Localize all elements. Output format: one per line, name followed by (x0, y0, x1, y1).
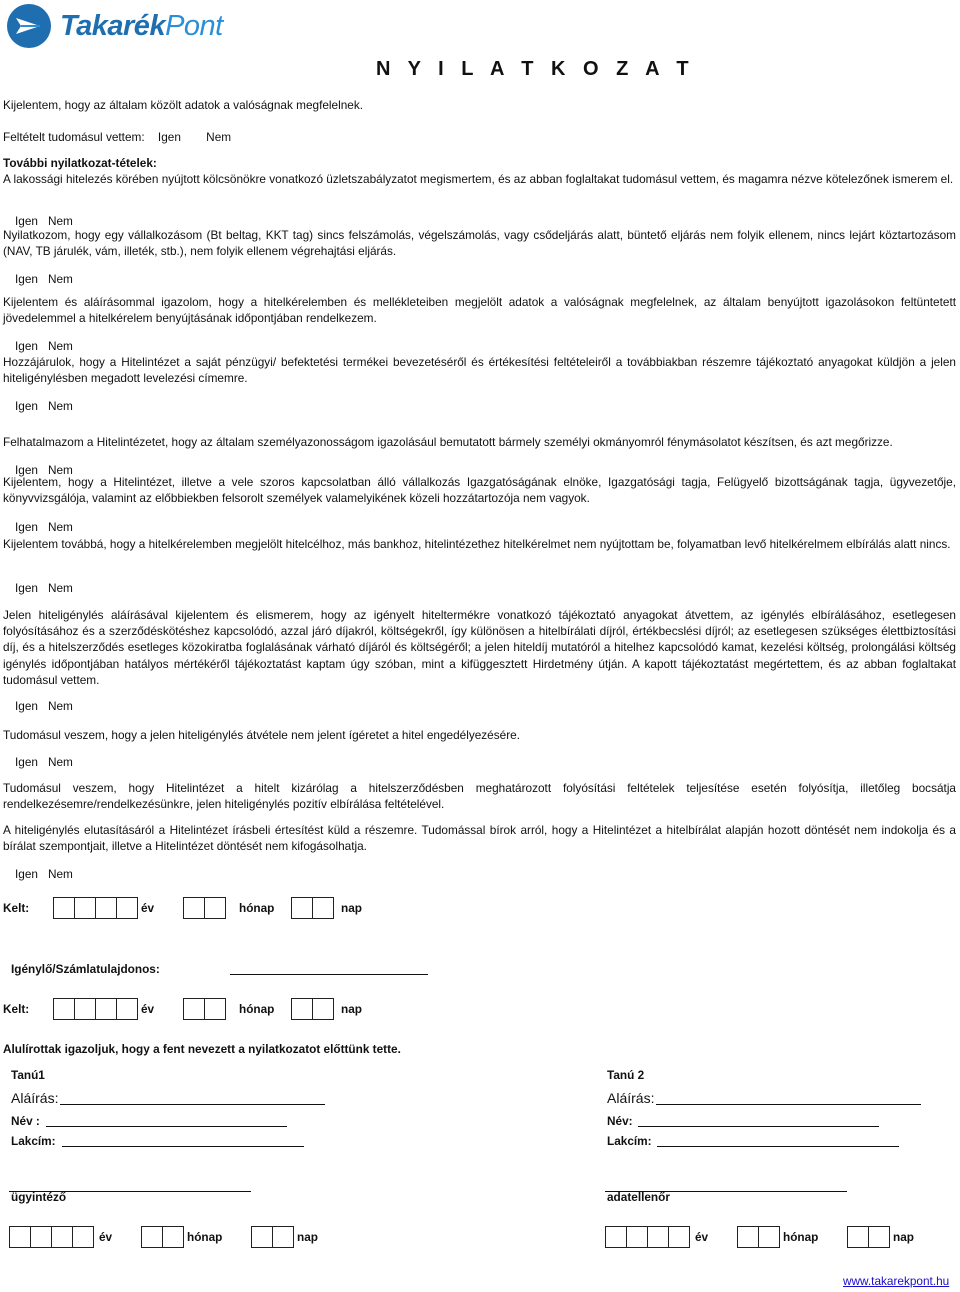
day-boxes[interactable] (251, 1226, 293, 1248)
no-option[interactable]: Nem (47, 399, 73, 413)
witness2-address-label: Lakcím: (607, 1134, 652, 1148)
day-boxes[interactable] (847, 1226, 889, 1248)
year-label: év (99, 1230, 113, 1244)
logo-wordmark: TakarékPont (60, 9, 223, 42)
paragraph-3: Kijelentem és aláírásommal igazolom, hogy a hitelkérelemben és mellékleteiben megjelölt adatok a valóságnak megfelelnek, az általam benyújtott igazolásokon feltüntetett jövedelemmel a hitelkérelem benyújtásának időpontjában rendelkezem. (3, 295, 956, 326)
no-option[interactable]: Nem (47, 520, 73, 534)
month-boxes[interactable] (183, 998, 225, 1020)
paragraph-8: Jelen hiteligénylés aláírásával kijelentem és elismerem, hogy az igényelt hiteltermékre vonatkozó tájékoztató anyagokat átvettem, az igénylés elbírálásához, esetlegesen folyósításához és a szerződéskötéshez kapcsolódó, azzal járó díjakról, költségekről, így különösen a hitelbírálati díjról, értékbecslési díjról; az esetlegesen szükséges élettbiztosítási díj, és a hitelszerződés esetleges közokiratba foglalásának várható díjáról és költségéről; a jelen hiteldíj mutatóról a hitelhez kapcsolódó kamat, kezelési költség, prolongálási költség igénylés időpontjában hatályos mértékéről tájékoztatást kaptam úgy szóban, mint a kifüggesztett Hirdetmény útján. A kapott tájékoztatást megértettem, és az abban foglaltakat tudomásul vettem. (3, 608, 956, 687)
month-label: hónap (239, 901, 275, 915)
paragraph-10: Tudomásul veszem, hogy Hitelintézet a hitelt kizárólag a hitelszerződésben meghatározott folyósítási feltételek teljesítése esetén folyósítja, illetőleg bocsátja rendelkezésemre/rendelkezésünkre, jelen hiteligénylés pozitív elbírálása feltételével. (3, 781, 956, 812)
year-boxes[interactable] (53, 897, 137, 919)
yes-no-6 (15, 520, 83, 534)
applicant-label: Igénylő/Számlatulajdonos: (11, 962, 160, 976)
year-label: év (141, 901, 155, 915)
yes-no-8 (15, 699, 83, 713)
yes-no-4 (15, 399, 83, 413)
witness2-name-line[interactable] (638, 1113, 879, 1127)
applicant-signature-line[interactable] (230, 961, 428, 975)
yes-no-2 (15, 272, 83, 286)
place-label: Kelt: (3, 1002, 30, 1016)
paragraph-5: Felhatalmazom a Hitelintézetet, hogy az általam személyazonosságom igazolásául bemutatott bármely személyi okmányomról fénymásolatot készítsen, és azt megőrizze. (3, 435, 893, 449)
paragraph-11: A hiteligénylés elutasításáról a Hitelintézet írásbeli értesítést küld a részemre. Tudomással bírok arról, hogy a Hitelintézet a hitelbírálat alapján hozott döntését nem indokolja és a bírálat szempontjait, illetve a Hitelintézet döntését nem kifogásolhatja. (3, 823, 956, 854)
yes-option[interactable]: Igen (15, 699, 38, 713)
witness1-name-label: Név : (11, 1114, 40, 1128)
witness1-signature-label: Aláírás: (11, 1090, 59, 1106)
agent-label: ügyintéző (11, 1190, 67, 1204)
month-label: hónap (239, 1002, 275, 1016)
witness2-title: Tanú 2 (607, 1068, 645, 1082)
month-label: hónap (187, 1230, 223, 1244)
yes-no-7 (15, 581, 83, 595)
paragraph-7: Kijelentem továbbá, hogy a hitelkérelemben megjelölt hitelcélhoz, más bankhoz, hitelintézethez hitelkérelmet nem nyújtottam be, folyamatban levő hitelkérelmem elbírálás alatt nincs. (3, 537, 951, 551)
yes-no-10 (15, 867, 83, 881)
no-option[interactable]: Nem (47, 272, 73, 286)
agent-date-row (9, 1226, 318, 1248)
checker-date-row (605, 1226, 914, 1248)
condition-label: Feltételt tudomásul vettem: (3, 130, 145, 144)
statement-text: Kijelentem, hogy az általam közölt adatok a valóságnak megfelelnek. (3, 98, 364, 112)
month-boxes[interactable] (737, 1226, 779, 1248)
place-label: Kelt: (3, 901, 30, 915)
day-label: nap (341, 1002, 362, 1016)
no-option[interactable]: Nem (47, 214, 73, 228)
witness1-address-label: Lakcím: (11, 1134, 56, 1148)
year-label: év (141, 1002, 155, 1016)
yes-no-3 (15, 339, 83, 353)
witness1-signature-line[interactable] (60, 1090, 325, 1105)
further-heading: További nyilatkozat-tételek: (3, 156, 157, 170)
yes-option[interactable]: Igen (15, 520, 38, 534)
paragraph-6: Kijelentem, hogy a Hitelintézet, illetve a vele szoros kapcsolatban álló vállalkozás Igazgatóságának elnöke, Igazgatósági tagja, Felügyelő bizottságának tagja, ügyvezetője, könyvvizsgálója, valamint az előbbiekben felsorolt személyek valamelyikének közeli hozzátartozója nem vagyok. (3, 475, 956, 506)
website-link[interactable]: www.takarekpont.hu (843, 1274, 950, 1288)
day-label: nap (297, 1230, 318, 1244)
paragraph-1: A lakossági hitelezés körében nyújtott kölcsönökre vonatkozó üzletszabályzatot megismertem, és az abban foglaltakat tudomásul vettem, és magamra nézve kötelezőnek ismerem el. (3, 172, 954, 186)
condition-yes-option[interactable]: Igen (157, 130, 181, 144)
year-boxes[interactable] (605, 1226, 689, 1248)
witness2-address-line[interactable] (657, 1133, 899, 1147)
no-option[interactable]: Nem (47, 867, 73, 881)
no-option[interactable]: Nem (47, 755, 73, 769)
date-row-2 (3, 998, 362, 1020)
no-option[interactable]: Nem (47, 339, 73, 353)
paragraph-4: Hozzájárulok, hogy a Hitelintézet a saját pénzügyi/ befektetési termékei bevezetéséről és értékesítési feltételeiről a továbbiakban részemre tájékoztató anyagokat küldjön a jelen hiteligénylésben megadott levelezési címemre. (3, 355, 956, 386)
witness1-title: Tanú1 (11, 1068, 45, 1082)
witness2-name-label: Név: (607, 1114, 633, 1128)
yes-option[interactable]: Igen (15, 272, 38, 286)
month-label: hónap (783, 1230, 819, 1244)
yes-no-9 (15, 755, 83, 769)
yes-option[interactable]: Igen (15, 339, 38, 353)
year-boxes[interactable] (53, 998, 137, 1020)
yes-option[interactable]: Igen (15, 214, 38, 228)
day-label: nap (893, 1230, 914, 1244)
yes-option[interactable]: Igen (15, 581, 38, 595)
witness-intro: Alulírottak igazoljuk, hogy a fent nevezett a nyilatkozatot előttünk tette. (3, 1042, 401, 1056)
yes-no-1 (15, 214, 83, 228)
month-boxes[interactable] (141, 1226, 183, 1248)
month-boxes[interactable] (183, 897, 225, 919)
yes-option[interactable]: Igen (15, 755, 38, 769)
witness1-address-line[interactable] (62, 1133, 304, 1147)
yes-option[interactable]: Igen (15, 399, 38, 413)
witness2-signature-label: Aláírás: (607, 1090, 655, 1106)
day-boxes[interactable] (291, 998, 333, 1020)
no-option[interactable]: Nem (47, 699, 73, 713)
witness1-name-line[interactable] (46, 1113, 287, 1127)
day-boxes[interactable] (291, 897, 333, 919)
document-title: N Y I L A T K O Z A T (376, 58, 695, 80)
paragraph-9: Tudomásul veszem, hogy a jelen hiteligénylés átvétele nem jelent ígéretet a hitel engedélyezésére. (3, 728, 520, 742)
year-boxes[interactable] (9, 1226, 93, 1248)
checker-label: adatellenőr (607, 1190, 670, 1204)
year-label: év (695, 1230, 709, 1244)
paragraph-2: Nyilatkozom, hogy egy vállalkozásom (Bt beltag, KKT tag) sincs felszámolás, végelszámolás, vagy csődeljárás alatt, büntető eljárás nem folyik ellenem, nincs lejárt köztartozásom (NAV, TB járulék, vám, illeték, stb.), nem folyik ellenem végrehajtási eljárás. (3, 228, 956, 259)
date-row-1 (3, 897, 362, 919)
no-option[interactable]: Nem (47, 463, 73, 477)
day-label: nap (341, 901, 362, 915)
takarekpont-logo (6, 2, 261, 50)
witness2-signature-line[interactable] (656, 1090, 921, 1105)
no-option[interactable]: Nem (47, 581, 73, 595)
yes-option[interactable]: Igen (15, 867, 38, 881)
logo-arrow-icon (6, 3, 52, 49)
yes-option[interactable]: Igen (15, 463, 38, 477)
condition-row (3, 130, 231, 144)
condition-no-option[interactable]: Nem (206, 130, 232, 144)
